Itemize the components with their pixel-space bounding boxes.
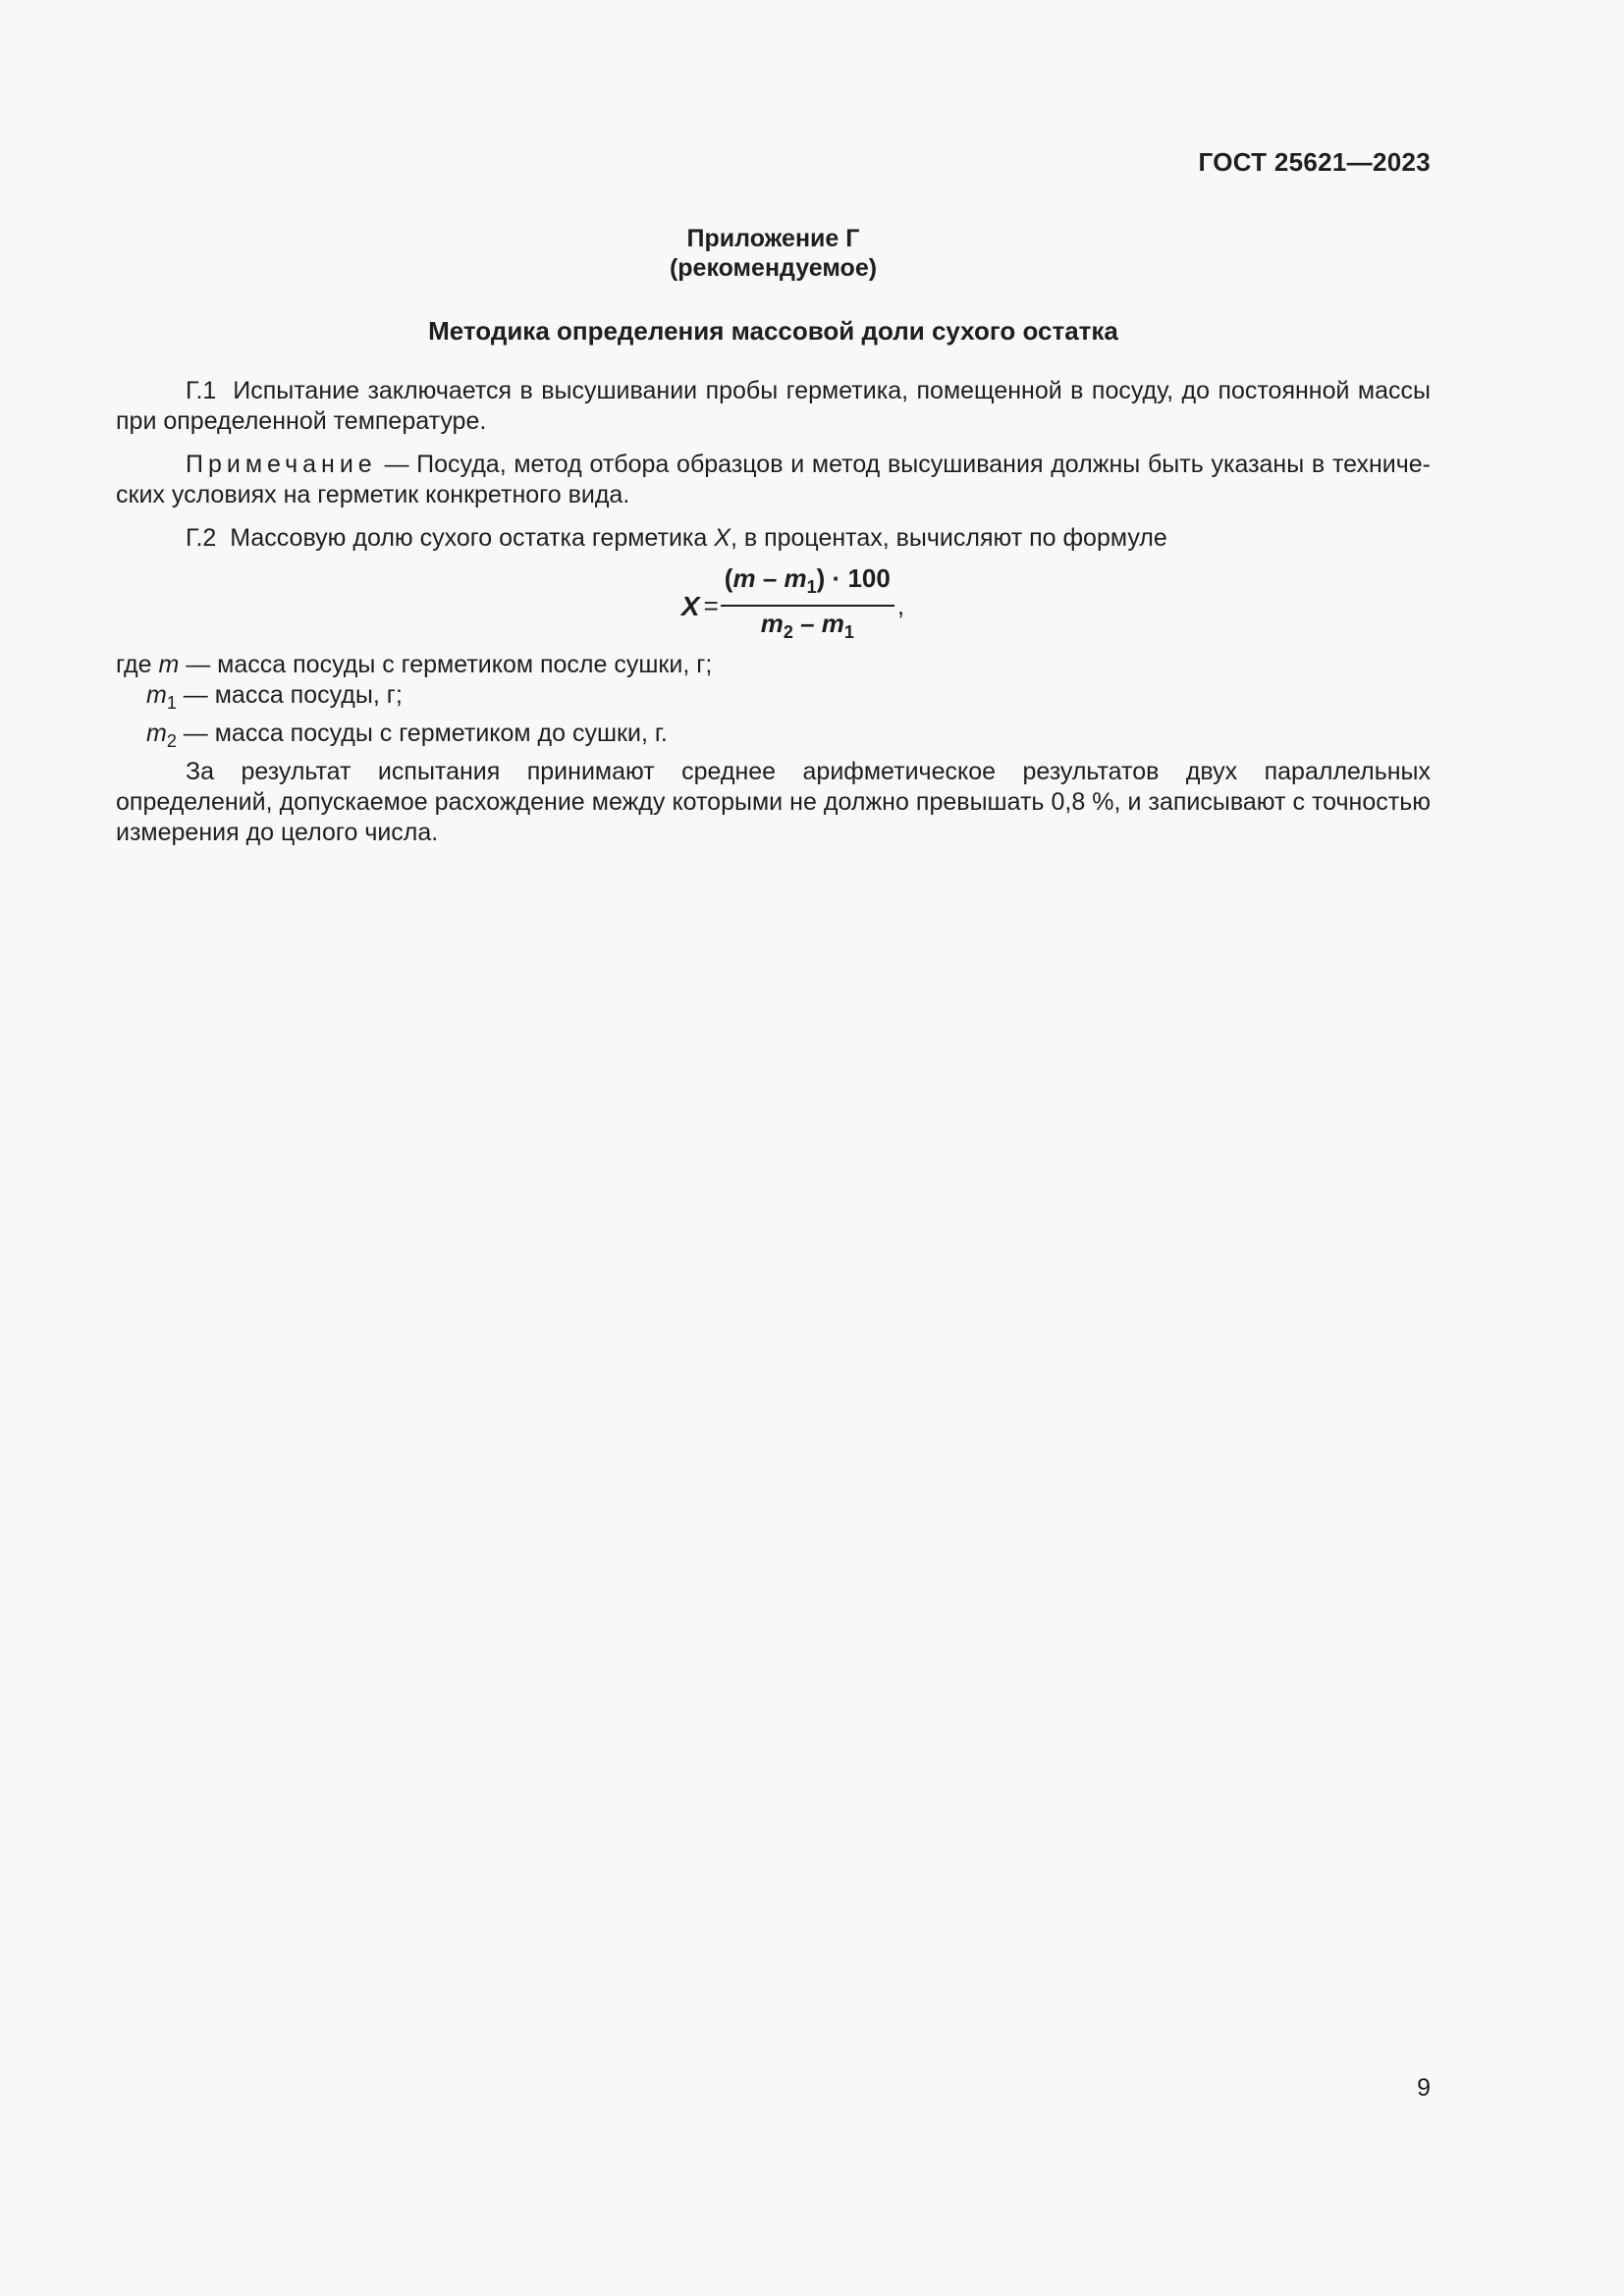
- formula-denominator: $m_2 - m_1$: [760, 609, 854, 642]
- legend-line-m: где m — масса посуды с герметиком после сушки, г;: [116, 651, 713, 678]
- formula-equals: =: [703, 590, 719, 620]
- formula-numerator: $(m - m_1) \cdot 100$: [721, 563, 894, 607]
- g2-text-after: , в процентах, вычисляют по формуле: [730, 524, 1167, 552]
- paragraph-g1: [116, 376, 1431, 437]
- note-text: — Посуда, метод отбора образцов и метод высушивания должны быть указаны в техниче-ских условиях на герметик конкретного вида.: [116, 451, 1431, 508]
- result-paragraph: За результат испытания принимают среднее арифметическое результатов двух параллельных определений, допускаемое расхождение между которыми не должно превышать 0,8 %, и записывают с точностью измерения до целого числа.: [116, 758, 1431, 846]
- page-number: 9: [1417, 2074, 1431, 2102]
- g1-number: Г.1: [186, 377, 217, 404]
- paragraph-g2: [116, 523, 1431, 554]
- appendix-heading: [116, 224, 1431, 283]
- legend-line-m2: $m_2$ — масса посуды с герметиком до сушки, г.: [146, 720, 668, 751]
- g1-text: Испытание заключается в высушивании пробы герметика, помещенной в посуду, до постоянной массы при определенной температуре.: [116, 377, 1431, 435]
- formula-fraction: [721, 563, 894, 648]
- formula-legend: [116, 650, 1431, 757]
- g2-text-before: Массовую долю сухого остатка герметика: [230, 524, 708, 552]
- appendix-title: Приложение Г: [686, 225, 860, 252]
- formula: [681, 563, 904, 648]
- g2-number: Г.2: [186, 524, 217, 552]
- appendix-status: (рекомендуемое): [669, 254, 878, 282]
- note-paragraph: [116, 450, 1431, 510]
- formula-comma: ,: [896, 590, 905, 620]
- section-title: Методика определения массовой доли сухого остатка: [428, 316, 1118, 346]
- formula-lhs: X: [680, 590, 700, 621]
- legend-line-m1: $m_1$ — масса посуды, г;: [146, 681, 403, 713]
- note-label: Примечание: [186, 451, 377, 478]
- g2-variable: X: [714, 524, 731, 552]
- page-content: [116, 224, 1431, 848]
- document-id: ГОСТ 25621—2023: [1198, 147, 1431, 177]
- formula-block: [116, 563, 1431, 642]
